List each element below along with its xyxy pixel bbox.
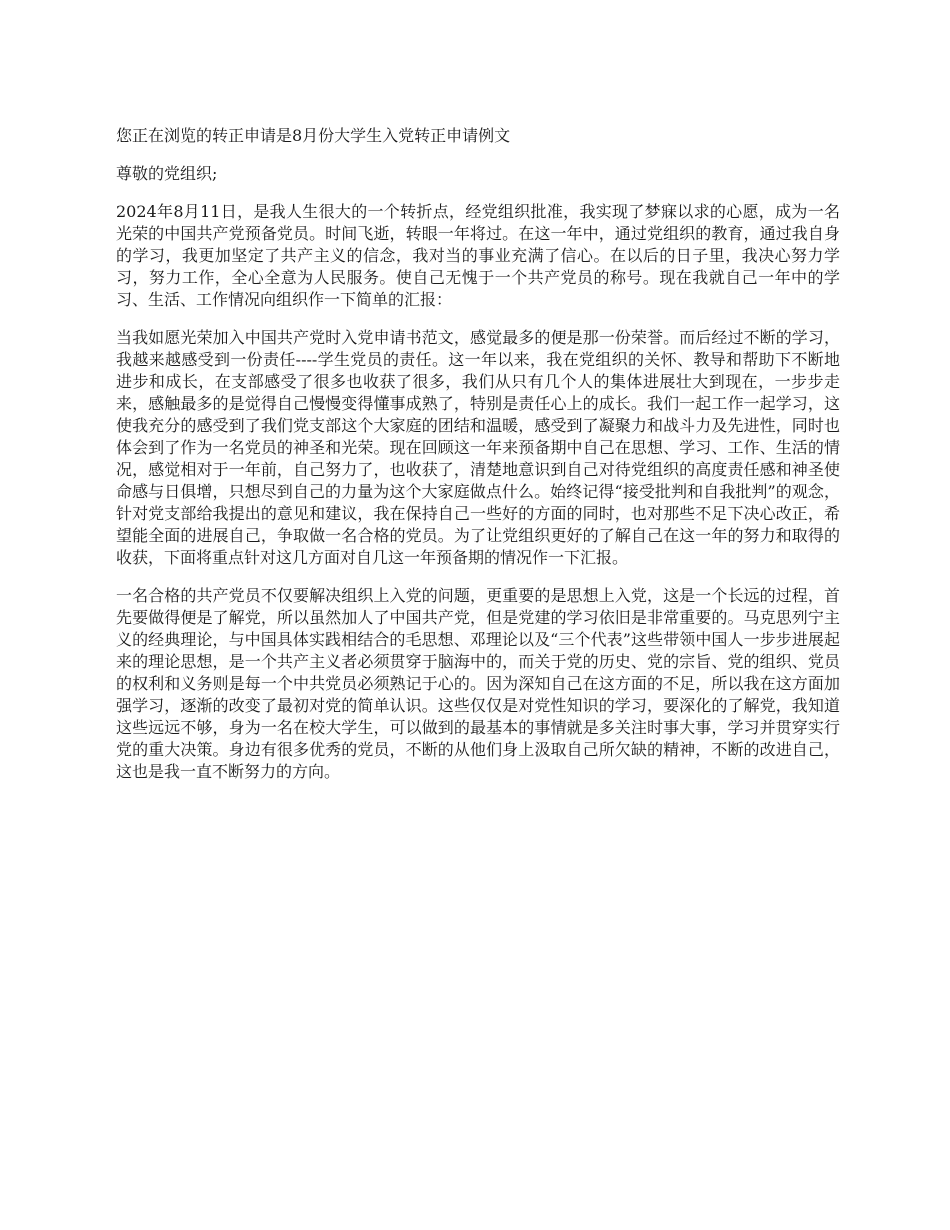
body-paragraph: 一名合格的共产党员不仅要解决组织上入党的问题，更重要的是思想上入党，这是一个长远的过程，首先要做得便是了解党，所以虽然加人了中国共产党，但是党建的学习依旧是非常重要的。马克思列宁主义的经典理论，与中国具体实践相结合的毛思想、邓理论以及“三个代表”这些带领中国人一步步进展起来的理论思想，是一个共产主义者必须贯穿于脑海中的，而关于党的历史、党的宗旨、党的组织、党员的权利和义务则是每一个中共党员必须熟记于心的。因为深知自己在这方面的不足，所以我在这方面加强学习，逐渐的改变了最初对党的简单认识。这些仅仅是对党性知识的学习，要深化的了解党，我知道这些远远不够，身为一名在校大学生，可以做到的最基本的事情就是多关注时事大事，学习并贯穿实行党的重大决策。身边有很多优秀的党员，不断的从他们身上汲取自己所欠缺的精神，不断的改进自己，这也是我一直不断努力的方向。 (116, 586, 840, 781)
document-salutation: 尊敬的党组织; (116, 164, 218, 183)
body-paragraph: 当我如愿光荣加入中国共产党时入党申请书范文，感觉最多的便是那一份荣誉。而后经过不断的学习，我越来越感受到一份责任----学生党员的责任。这一年以来，我在党组织的关怀、教导和帮助下不断地进步和成长，在支部感受了很多也收获了很多，我们从只有几个人的集体进展壮大到现在，一步步走来，感触最多的是觉得自己慢慢变得懂事成熟了，特别是责任心上的成长。我们一起工作一起学习，这使我充分的感受到了我们党支部这个大家庭的团结和温暖，感受到了凝聚力和战斗力及先进性，同时也体会到了作为一名党员的神圣和光荣。现在回顾这一年来预备期中自己在思想、学习、工作、生活的情况，感觉相对于一年前，自己努力了，也收获了，清楚地意识到自己对待党组织的高度责任感和神圣使命感与日俱增，只想尽到自己的力量为这个大家庭做点什么。始终记得“接受批判和自我批判”的观念，针对党支部给我提出的意见和建议，我在保持自己一些好的方面的同时，也对那些不足下决心改正，希望能全面的进展自己，争取做一名合格的党员。为了让党组织更好的了解自己在这一年的努力和取得的收获，下面将重点针对这几方面对自几这一年预备期的情况作一下汇报。 (116, 328, 840, 567)
body-paragraph: 2024年8月11日，是我人生很大的一个转折点，经党组织批准，我实现了梦寐以求的心愿，成为一名光荣的中国共产党预备党员。时间飞逝，转眼一年将过。在这一年中，通过党组织的教育，通过我自身的学习，我更加坚定了共产主义的信念，我对当的事业充满了信心。在以后的日子里，我决心努力学习，努力工作，全心全意为人民服务。使自己无愧于一个共产党员的称号。现在我就自己一年中的学习、生活、工作情况向组织作一下简单的汇报： (116, 202, 840, 309)
document-intro: 您正在浏览的转正申请是8月份大学生入党转正申请例文 (116, 126, 511, 145)
document-page (116, 125, 840, 799)
